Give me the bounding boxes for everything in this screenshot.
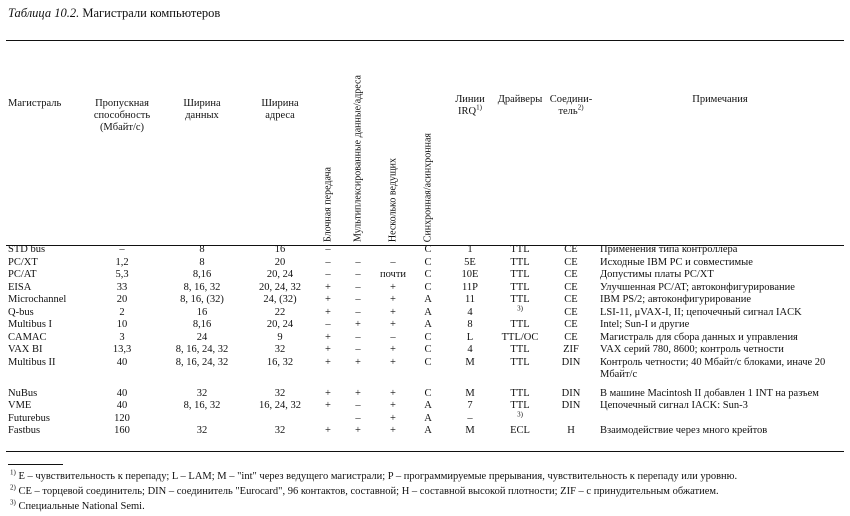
cell-notes: Улучшенная PC/AT; автоконфигурирование [600,281,795,293]
col-drivers: Драйверы [497,94,543,105]
cell-drivers: TTL [510,294,530,305]
cell-connector: CE [564,256,578,268]
cell-multimaster: + [390,306,396,318]
footnote-mark: 2) [10,483,16,492]
cell-notes: Контроль четности; 40 Мбайт/с блоками, иначе 20 Мбайт/с [600,356,826,380]
cell-bus: Fastbus [8,425,41,436]
cell-block: – [325,319,331,330]
cell-mux: – [355,256,361,268]
cell-drivers: TTL [510,344,530,355]
cell-bandwidth: 10 [116,319,128,330]
cell-connector: CE [564,319,578,330]
cell-block: + [325,281,331,293]
cell-block: + [325,306,331,318]
cell-mux: – [355,412,361,424]
cell-sync: C [424,331,432,343]
cell-irq: 1 [467,244,473,255]
col-data-width: Ширина данных [183,98,221,121]
cell-irq: L [466,331,474,343]
table-row [6,388,844,401]
cell-addr-width [244,413,316,426]
cell-irq: 8 [467,319,473,330]
cell-sync: A [424,306,432,318]
cell-bus: VAX BI [8,344,43,355]
cell-irq: 11P [462,281,478,293]
header-row [6,41,844,244]
cell-multimaster: + [390,344,396,355]
footnote [10,499,840,514]
cell-multimaster: + [390,356,396,368]
table-row [6,344,844,357]
table-row [6,413,844,426]
table-row [6,269,844,282]
table-row [6,400,844,413]
cell-bandwidth: 160 [114,425,130,436]
cell-sync: A [424,294,432,305]
cell-connector: CE [564,269,578,280]
cell-bus: VME [8,400,32,411]
cell-data-width: 8, 16, 24, 32 [175,344,229,355]
footnote [10,469,840,484]
cell-data-width: 32 [196,387,208,399]
cell-bus: Multibus II [8,356,56,368]
cell-multimaster: + [390,281,396,293]
cell-connector: DIN [561,400,581,411]
cell-notes: Цепочечный сигнал IACK: Sun-3 [600,400,748,411]
cell-irq: 4 [467,306,473,318]
cell-sync: C [424,356,432,368]
cell-block: – [325,256,331,268]
cell-mux: + [355,387,361,399]
cell-block [316,413,340,426]
table-row [6,425,844,438]
cell-irq: 11 [464,294,476,305]
cell-bandwidth: 120 [114,412,130,424]
cell-mux: – [355,331,361,343]
cell-bandwidth: – [119,244,125,255]
cell-mux: – [355,281,361,293]
table-caption [8,6,220,21]
cell-sync: C [424,269,432,280]
cell-block: + [325,344,331,355]
cell-mux: + [355,319,361,330]
bottom-rule [6,451,844,452]
cell-multimaster: – [390,256,396,268]
table-row [6,294,844,307]
cell-addr-width: 9 [277,331,283,343]
cell-mux: + [355,356,361,368]
cell-block: + [325,331,331,343]
cell-mux: – [355,400,361,411]
cell-notes: IBM PS/2; автоконфигурирование [600,294,752,305]
cell-irq: M [465,425,475,436]
col-notes: Примечания [692,94,748,105]
cell-sync: A [424,425,432,436]
cell-bus: PC/XT [8,256,38,268]
col-connector: Соедини-тель$^{2)}$ [549,94,593,117]
footnote [10,484,840,499]
cell-bus: NuBus [8,387,38,399]
cell-bus: Q-bus [8,306,34,318]
cell-bus: STD bus [8,244,46,255]
cell-data-width: 8, 16, (32) [180,294,224,305]
cell-connector: DIN [561,356,581,368]
cell-connector: CE [564,306,578,318]
cell-irq: 7 [467,400,473,411]
table-body [6,244,844,438]
cell-addr-width: 20 [274,256,286,268]
cell-addr-width: 20, 24 [266,269,294,280]
cell-bus: Multibus I [8,319,53,330]
cell-sync: C [424,256,432,268]
cell-bandwidth: 40 [116,387,128,399]
footnote-rule [8,464,63,465]
cell-notes: Применения типа контроллера [600,244,738,255]
cell-sync: C [424,344,432,355]
cell-bus: PC/AT [8,269,37,280]
cell-sync: C [424,281,432,293]
cell-bandwidth: 5,3 [115,269,129,280]
cell-bus: Microchannel [8,294,67,305]
cell-data-width [160,413,244,426]
cell-mux: + [355,425,361,436]
cell-connector: DIN [561,387,581,399]
cell-block: + [325,425,331,436]
table-row [6,244,844,257]
cell-data-width: 8,16 [192,269,212,280]
col-multimaster: Несколько ведущих [387,157,399,242]
cell-connector: CE [564,331,578,343]
cell-bandwidth: 3 [119,331,125,343]
cell-mux: – [355,344,361,355]
table-row [6,307,844,320]
cell-addr-width: 20, 24, 32 [259,281,301,293]
cell-addr-width: 32 [274,344,286,355]
cell-data-width: 8, 16, 32 [183,400,221,411]
cell-drivers: 3) [517,410,523,418]
table-row [6,357,844,381]
cell-addr-width: 16, 24, 32 [259,400,301,411]
cell-drivers: ECL [510,425,530,436]
footnote-text: Специальные National Semi. [18,501,145,512]
cell-addr-width: 24, (32) [263,294,297,305]
col-bandwidth: Пропускная способность (Мбайт/с) [93,98,151,133]
cell-multimaster: + [390,319,396,330]
cell-data-width: 8 [199,244,205,255]
caption-title: Магистрали компьютеров [82,6,221,20]
cell-sync: A [424,319,432,330]
cell-notes: Магистраль для сбора данных и управления [600,331,798,343]
cell-connector: CE [564,294,578,305]
cell-bandwidth: 1,2 [115,256,129,268]
cell-notes: Исходные IBM PC и совместимые [600,256,753,268]
cell-irq: – [467,412,473,424]
footnote-text: CE – торцевой соединитель; DIN – соединитель "Eurocard", 96 контактов, составной; H – составной высокой плотности; ZIF – с принудительным обжатием. [18,486,719,497]
cell-data-width: 8,16 [192,319,212,330]
cell-drivers: TTL [510,400,530,411]
footnotes [10,469,840,514]
col-block: Блочная передача [322,167,334,242]
cell-drivers: TTL [510,256,530,268]
cell-drivers: TTL [510,244,530,255]
cell-sync: A [424,400,432,411]
cell-bandwidth: 13,3 [112,344,132,355]
cell-irq: 10E [461,269,479,280]
col-irq: Линии IRQ$^{1)}$ [455,94,485,117]
cell-notes: LSI-11, μVAX-I, II; цепочечный сигнал IACK [600,306,802,318]
cell-multimaster: + [390,387,396,399]
cell-multimaster: почти [379,269,407,280]
cell-connector: H [567,425,575,436]
cell-drivers: TTL [510,356,530,368]
cell-connector [546,413,596,426]
col-sync: Синхронная/асинхронная [422,132,434,242]
table-row [6,282,844,295]
cell-addr-width: 20, 24 [266,319,294,330]
cell-block: + [325,400,331,411]
cell-mux [340,244,376,257]
cell-multimaster: + [390,294,396,305]
cell-bandwidth: 33 [116,281,128,293]
cell-addr-width: 22 [274,306,286,318]
cell-multimaster: – [390,331,396,343]
cell-sync: C [424,244,432,255]
table-row [6,319,844,332]
cell-bus: CAMAC [8,331,47,343]
cell-notes: VAX серий 780, 8600; контроль четности [600,344,784,355]
cell-mux: – [355,306,361,318]
cell-drivers: TTL [510,281,530,293]
cell-connector: CE [564,244,578,255]
cell-notes: Взаимодействие через много крейтов [600,425,768,436]
cell-bus: Futurebus [8,412,50,424]
cell-bandwidth: 20 [116,294,128,305]
cell-drivers: TTL/OC [501,331,539,343]
cell-drivers: TTL [510,387,530,399]
col-bus: Магистраль [8,98,62,109]
bus-table [6,41,844,438]
cell-addr-width: 32 [274,387,286,399]
cell-block: + [325,356,331,368]
cell-irq: M [465,387,475,399]
cell-data-width: 32 [196,425,208,436]
cell-bus: EISA [8,281,32,293]
cell-addr-width: 16, 32 [266,356,294,368]
cell-drivers: TTL [510,319,530,330]
caption-label: Таблица 10.2. [8,6,80,20]
cell-irq: M [465,356,475,368]
cell-addr-width: 32 [274,425,286,436]
cell-notes: В машине Macintosh II добавлен 1 INT на разъем [600,387,819,399]
cell-block: – [325,269,331,280]
cell-data-width: 24 [196,331,208,343]
cell-bandwidth: 40 [116,400,128,411]
footnote-text: E – чувствительность к перепаду; L – LAM; M – "int" через ведущего магистрали; P – программируемые прерывания, чувствительность к перепаду или уровню. [18,471,738,482]
cell-drivers: TTL [510,269,530,280]
cell-block: + [325,387,331,399]
cell-multimaster: + [390,412,396,424]
cell-irq: 4 [467,344,473,355]
cell-mux: – [355,269,361,280]
row-gap [6,381,844,388]
cell-data-width: 8, 16, 32 [183,281,221,293]
cell-multimaster: + [390,400,396,411]
table-row [6,257,844,270]
footnote-mark: 3) [10,498,16,507]
cell-notes [596,413,844,426]
cell-block: – [325,244,331,255]
cell-irq: 5E [464,256,476,268]
col-addr-width: Ширина адреса [261,98,299,121]
cell-sync: A [424,412,432,424]
table-row [6,332,844,345]
cell-connector: ZIF [563,344,579,355]
col-mux: Мультиплексированные данные/адреса [352,74,364,242]
cell-connector: CE [564,281,578,293]
cell-mux: – [355,294,361,305]
cell-addr-width: 16 [274,244,286,255]
cell-data-width: 16 [196,306,208,318]
cell-multimaster [376,244,410,257]
cell-notes: Intel; Sun-I и другие [600,319,690,330]
cell-sync: C [424,387,432,399]
cell-data-width: 8, 16, 24, 32 [175,356,229,368]
cell-multimaster: + [390,425,396,436]
cell-notes: Допустимы платы PC/XT [600,269,714,280]
cell-block: + [325,294,331,305]
cell-bandwidth: 2 [119,306,125,318]
cell-drivers: 3) [517,304,523,312]
cell-data-width: 8 [199,256,205,268]
cell-bandwidth: 40 [116,356,128,368]
footnote-mark: 1) [10,468,16,477]
